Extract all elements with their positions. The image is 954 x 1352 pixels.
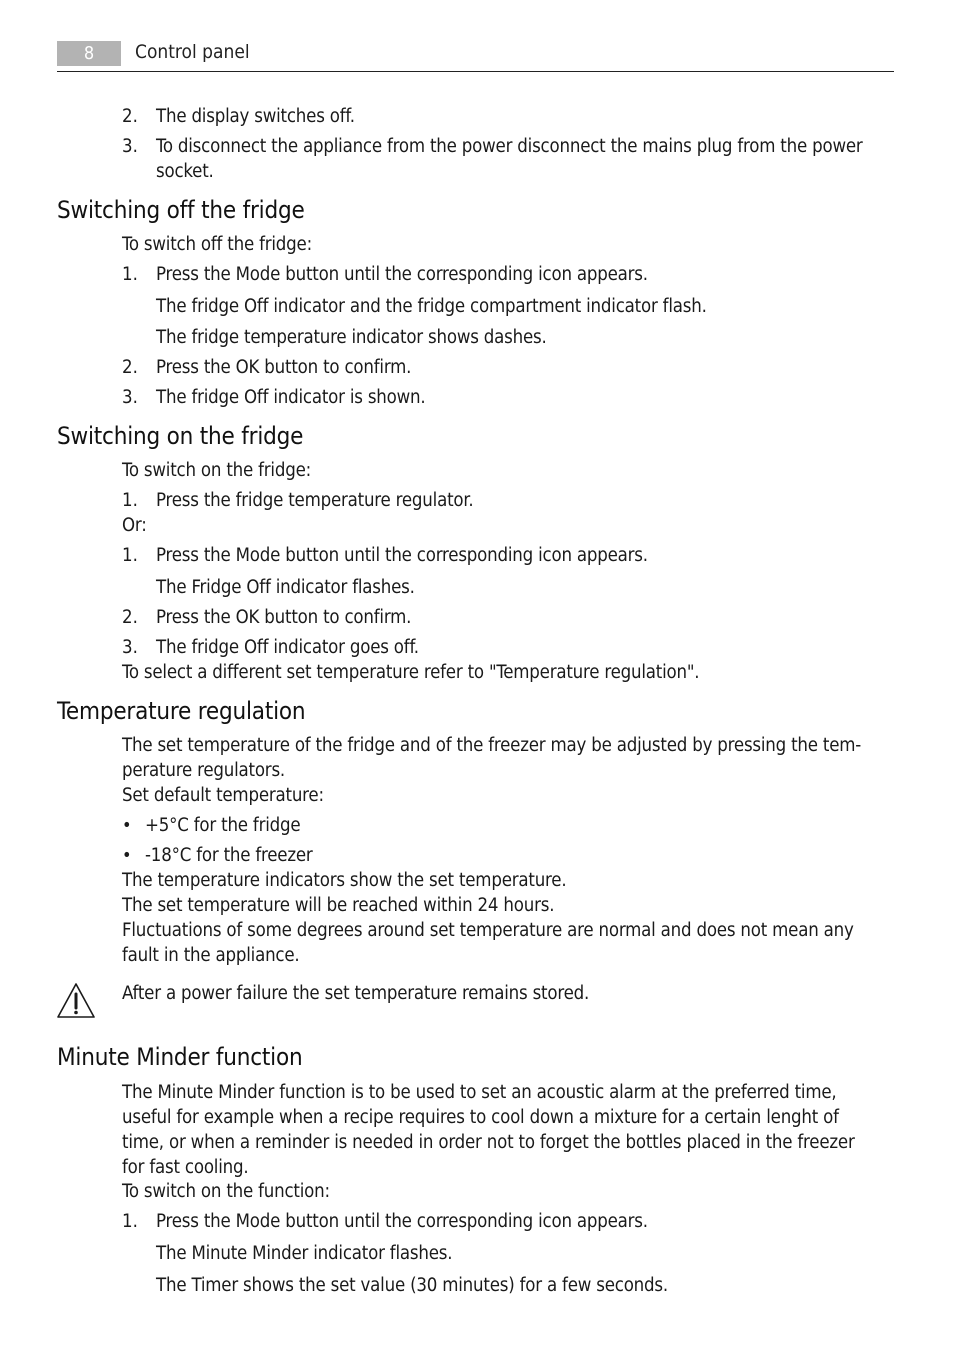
step-text: Press the Mode button until the corresponding icon appears. xyxy=(156,264,648,285)
paragraph: time, or when a reminder is needed in order not to forget the bottles placed in the freezer xyxy=(122,1132,855,1153)
step-text: The display switches off. xyxy=(156,106,355,127)
paragraph: fault in the appliance. xyxy=(122,945,300,966)
paragraph: Or: xyxy=(122,515,147,536)
paragraph: Set default temperature: xyxy=(122,785,324,806)
step-number: 1. xyxy=(122,264,138,285)
section-title: Control panel xyxy=(135,41,250,63)
paragraph: To switch off the fridge: xyxy=(122,234,312,255)
paragraph: To select a different set temperature refer to "Temperature regulation". xyxy=(122,662,700,683)
step-number: 2. xyxy=(122,106,138,127)
step-number: 3. xyxy=(122,387,138,408)
step-number: 2. xyxy=(122,607,138,628)
step-number: 1. xyxy=(122,1211,138,1232)
step-text: Press the fridge temperature regulator. xyxy=(156,490,474,511)
step-text: Press the OK button to confirm. xyxy=(156,357,412,378)
step-note: The Minute Minder indicator flashes. xyxy=(156,1243,453,1264)
step-note: The Timer shows the set value (30 minutes) for a few seconds. xyxy=(156,1275,668,1296)
step-number: 3. xyxy=(122,637,138,658)
step-note: The fridge Off indicator and the fridge compartment indicator flash. xyxy=(156,296,707,317)
section-heading: Switching on the fridge xyxy=(57,422,304,450)
step-text: To disconnect the appliance from the power disconnect the mains plug from the power xyxy=(156,136,863,157)
step-number: 3. xyxy=(122,136,138,157)
page-number: 8 xyxy=(57,41,121,66)
bullet-text: -18°C for the freezer xyxy=(145,845,313,866)
section-heading: Minute Minder function xyxy=(57,1043,303,1071)
paragraph: Fluctuations of some degrees around set temperature are normal and does not mean any xyxy=(122,920,854,941)
paragraph: useful for example when a recipe requires to cool down a mixture for a certain lenght of xyxy=(122,1107,839,1128)
paragraph: The set temperature of the fridge and of the freezer may be adjusted by pressing the tem- xyxy=(122,735,862,756)
section-heading: Switching off the fridge xyxy=(57,196,305,224)
paragraph: To switch on the fridge: xyxy=(122,460,312,481)
step-text: Press the Mode button until the corresponding icon appears. xyxy=(156,545,648,566)
paragraph: perature regulators. xyxy=(122,760,285,781)
section-heading: Temperature regulation xyxy=(57,697,306,725)
step-note: The fridge temperature indicator shows dashes. xyxy=(156,327,547,348)
paragraph: for fast cooling. xyxy=(122,1157,249,1178)
step-text: socket. xyxy=(156,161,214,182)
step-note: The Fridge Off indicator flashes. xyxy=(156,577,415,598)
step-text: The fridge Off indicator goes off. xyxy=(156,637,419,658)
paragraph: The temperature indicators show the set temperature. xyxy=(122,870,567,891)
step-number: 2. xyxy=(122,357,138,378)
bullet: • xyxy=(122,815,132,836)
step-number: 1. xyxy=(122,545,138,566)
step-text: Press the Mode button until the corresponding icon appears. xyxy=(156,1211,648,1232)
paragraph: The Minute Minder function is to be used to set an acoustic alarm at the preferred time, xyxy=(122,1082,837,1103)
page-header xyxy=(57,40,894,72)
warning-triangle-icon xyxy=(56,982,96,1020)
bullet: • xyxy=(122,845,132,866)
step-number: 1. xyxy=(122,490,138,511)
step-text: The fridge Off indicator is shown. xyxy=(156,387,426,408)
warning-text: After a power failure the set temperature remains stored. xyxy=(122,983,590,1004)
paragraph: The set temperature will be reached within 24 hours. xyxy=(122,895,555,916)
step-text: Press the OK button to confirm. xyxy=(156,607,412,628)
paragraph: To switch on the function: xyxy=(122,1181,330,1202)
bullet-text: +5°C for the fridge xyxy=(145,815,301,836)
